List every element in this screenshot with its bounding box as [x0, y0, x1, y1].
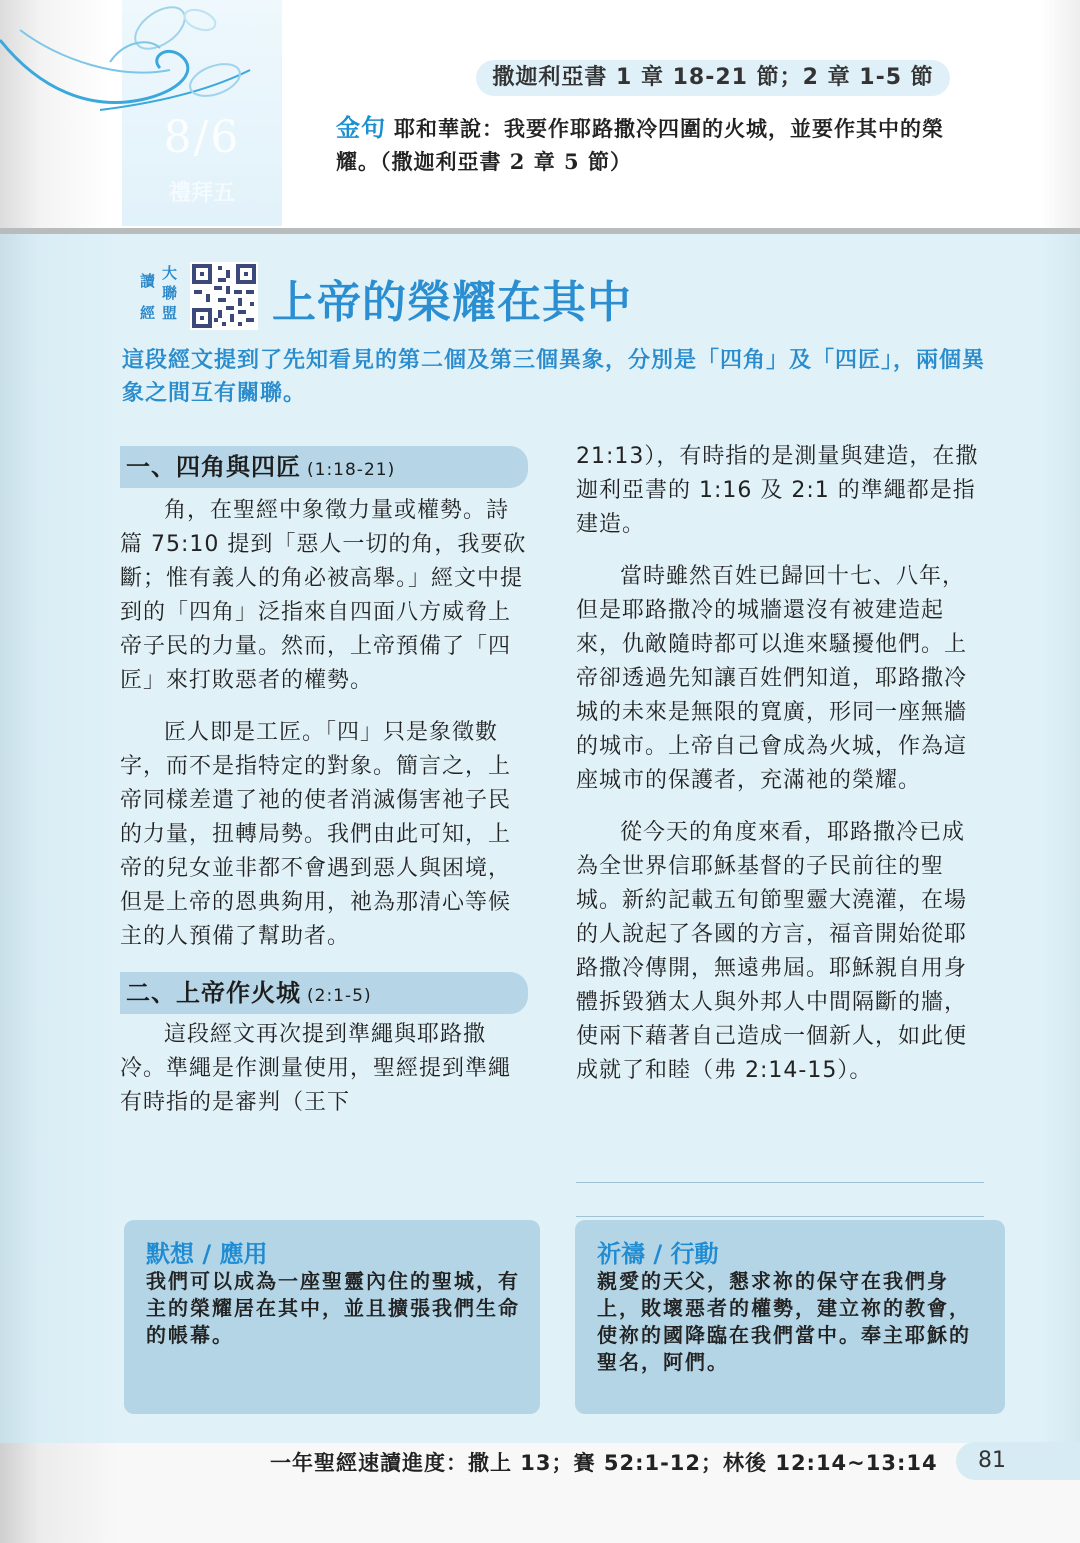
body-paragraph: 當時雖然百姓已歸回十七、八年，但是耶路撒冷的城牆還沒有被建造起來，仇敵隨時都可以進來騷擾他們。上帝卻透過先知讓百姓們知道，耶路撒冷城的未來是無限的寬廣，形同一座無牆的城市。上帝自己會成為火城，作為這座城市的保護者，充滿祂的榮耀。: [576, 564, 968, 793]
page-title: 上帝的榮耀在其中: [272, 277, 632, 328]
prayer-title: 祈禱 / 行動: [597, 1240, 719, 1268]
page-number: 81: [956, 1442, 1080, 1480]
meditation-text: 我們可以成為一座聖靈內住的聖城，有主的榮耀居在其中，並且擴張我們生命的帳幕。: [146, 1269, 520, 1347]
intro-paragraph: 這段經文提到了先知看見的第二個及第三個異象，分別是「四角」及「四匠」，兩個異象之間互有關聯。: [122, 348, 986, 406]
section-verse-ref: (1:18-21): [307, 460, 396, 480]
qr-caption: [138, 262, 188, 332]
golden-verse-text: 耶和華說：我要作耶路撒冷四圍的火城，並要作其中的榮耀。（撒迦利亞書 2 章 5 節）: [336, 116, 944, 174]
body-paragraph: 這段經文再次提到準繩與耶路撒冷。準繩是作測量使用，聖經提到準繩有時指的是審判（王下: [120, 1022, 512, 1115]
prayer-box: [575, 1220, 1005, 1414]
section-heading-text: 二、上帝作火城: [126, 979, 301, 1007]
body-paragraph: 從今天的角度來看，耶路撒冷已成為全世界信耶穌基督的子民前往的聖城。新約記載五旬節聖靈大澆灌，在場的人說起了各國的方言，福音開始從耶路撒冷傳開，無遠弗屆。耶穌親自用身體拆毀猶太人與外邦人中間隔斷的牆，使兩下藉著自己造成一個新人，如此便成就了和睦（弗 2:14-15）。: [576, 820, 968, 1083]
qr-caption-char: 讀: [140, 272, 156, 290]
section-heading-text: 一、四角與四匠: [126, 453, 301, 481]
divider-line: [576, 1216, 984, 1217]
section-heading-2: [120, 972, 528, 1014]
left-column: [120, 446, 528, 1120]
qr-caption-char: 聯: [162, 284, 178, 302]
weekday-label: 禮拜五: [168, 181, 235, 206]
divider-line: [576, 1182, 984, 1183]
prayer-text: 親愛的天父，懇求祢的保守在我們身上，敗壞惡者的權勢，建立祢的教會，使祢的國降臨在我們當中。奉主耶穌的聖名，阿們。: [597, 1269, 971, 1374]
meditation-box: [124, 1220, 540, 1414]
right-column: [576, 440, 986, 1088]
scripture-reference: 撒迦利亞書 1 章 18-21 節；2 章 1-5 節: [476, 60, 950, 96]
meditation-title: 默想 / 應用: [146, 1240, 268, 1268]
body-paragraph: 21:13），有時指的是測量與建造，在撒迦利亞書的 1:16 及 2:1 的準繩都是指建造。: [576, 444, 979, 537]
qr-caption-char: 經: [140, 304, 156, 322]
body-paragraph: 匠人即是工匠。「四」只是象徵數字，而不是指特定的對象。簡言之，上帝同樣差遣了祂的使者消滅傷害祂子民的力量，扭轉局勢。我們由此可知，上帝的兒女並非都不會遇到惡人與困境，但是上帝的恩典夠用，祂為那清心等候主的人預備了幫助者。: [120, 720, 512, 949]
reading-progress: 一年聖經速讀進度：撒上 13；賽 52:1-12；林後 12:14~13:14: [270, 1451, 938, 1475]
golden-verse: [336, 112, 986, 178]
date-label: 8/6: [163, 112, 241, 163]
qr-caption-char: 盟: [162, 304, 178, 322]
body-paragraph: 角，在聖經中象徵力量或權勢。詩篇 75:10 提到「惡人一切的角，我要砍斷；惟有義人的角必被高舉。」經文中提到的「四角」泛指來自四面八方威脅上帝子民的力量。然而，上帝預備了「四匠」來打敗惡者的權勢。: [120, 498, 527, 693]
leaf-swirl-ornament: [0, 0, 290, 140]
qr-code-icon[interactable]: [190, 262, 258, 330]
section-heading-1: [120, 446, 528, 488]
qr-caption-char: 大: [162, 264, 178, 282]
golden-verse-label: 金句: [336, 114, 386, 142]
section-verse-ref: (2:1-5): [307, 986, 372, 1006]
